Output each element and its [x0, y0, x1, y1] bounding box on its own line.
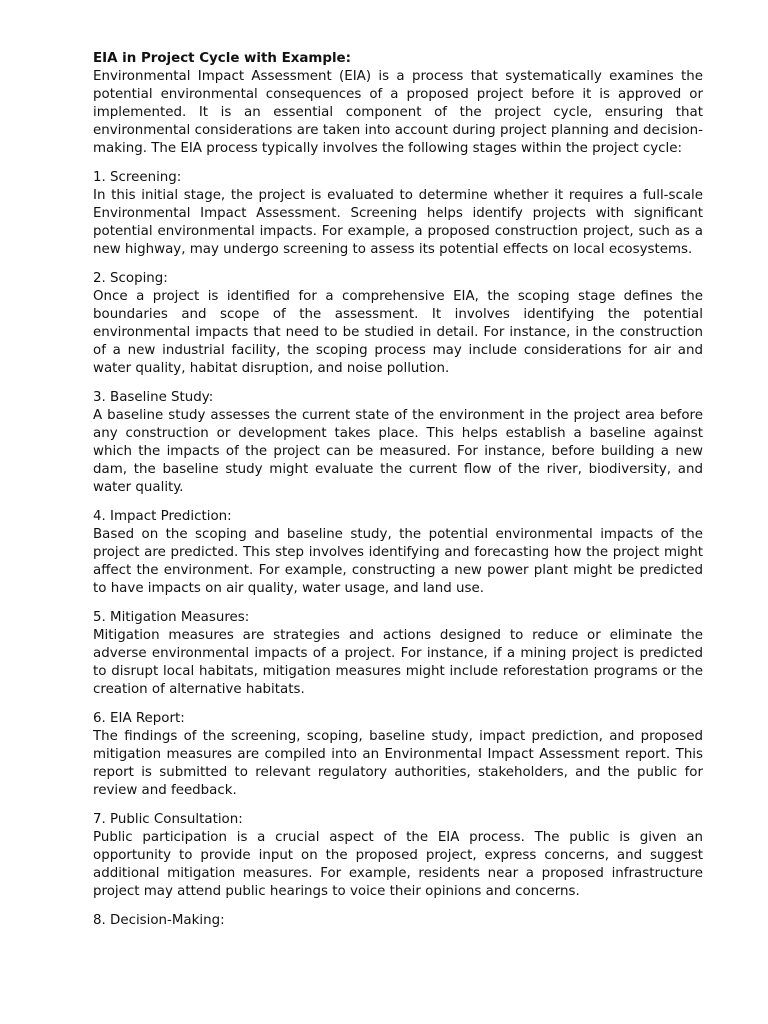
section-body: Once a project is identified for a comprehensive EIA, the scoping stage defines the boundaries and scope of the assessment. It involves identifying the potential environmental impacts that need to be studied in detail. For instance, in the construction of a new industrial facility, the scoping process may include considerations for air and water quality, habitat disruption, and noise pollution.	[93, 289, 703, 376]
section-heading: 8. Decision-Making:	[93, 913, 225, 928]
section-heading: 3. Baseline Study:	[93, 390, 214, 405]
section-heading: 7. Public Consultation:	[93, 812, 243, 827]
section-eia-report	[93, 710, 703, 800]
section-body: Mitigation measures are strategies and actions designed to reduce or eliminate the adverse environmental impacts of a project. For instance, if a mining project is predicted to disrupt local habitats, mitigation measures might include reforestation programs or the creation of alternative habitats.	[93, 628, 703, 697]
document-title: EIA in Project Cycle with Example:	[93, 51, 351, 66]
section-body: A baseline study assesses the current state of the environment in the project area before any construction or development takes place. This helps establish a baseline against which the impacts of the project can be measured. For instance, before building a new dam, the baseline study might evaluate the current flow of the river, biodiversity, and water quality.	[93, 408, 703, 495]
section-body: Based on the scoping and baseline study, the potential environmental impacts of the project are predicted. This step involves identifying and forecasting how the project might affect the environment. For example, constructing a new power plant might be predicted to have impacts on air quality, water usage, and land use.	[93, 527, 703, 596]
section-screening	[93, 169, 703, 259]
section-scoping	[93, 270, 703, 378]
intro-paragraph: Environmental Impact Assessment (EIA) is a process that systematically examines the potential environmental consequences of a proposed project before it is approved or implemented. It is an essential component of the project cycle, ensuring that environmental considerations are taken into account during project planning and decision-making. The EIA process typically involves the following stages within the project cycle:	[93, 69, 703, 156]
section-heading: 4. Impact Prediction:	[93, 509, 232, 524]
section-impact-prediction	[93, 508, 703, 598]
section-heading: 6. EIA Report:	[93, 711, 185, 726]
section-body: In this initial stage, the project is evaluated to determine whether it requires a full-scale Environmental Impact Assessment. Screening helps identify projects with significant potential environmental impacts. For example, a proposed construction project, such as a new highway, may undergo screening to assess its potential effects on local ecosystems.	[93, 188, 703, 257]
section-heading: 1. Screening:	[93, 170, 182, 185]
section-baseline-study	[93, 389, 703, 497]
section-public-consultation	[93, 811, 703, 901]
section-body: Public participation is a crucial aspect of the EIA process. The public is given an opportunity to provide input on the proposed project, express concerns, and suggest additional mitigation measures. For example, residents near a proposed infrastructure project may attend public hearings to voice their opinions and concerns.	[93, 830, 703, 899]
section-body: The findings of the screening, scoping, baseline study, impact prediction, and proposed mitigation measures are compiled into an Environmental Impact Assessment report. This report is submitted to relevant regulatory authorities, stakeholders, and the public for review and feedback.	[93, 729, 703, 798]
section-heading: 5. Mitigation Measures:	[93, 610, 250, 625]
section-heading: 2. Scoping:	[93, 271, 168, 286]
section-decision-making	[93, 912, 703, 930]
document-page	[93, 50, 703, 941]
section-mitigation-measures	[93, 609, 703, 699]
